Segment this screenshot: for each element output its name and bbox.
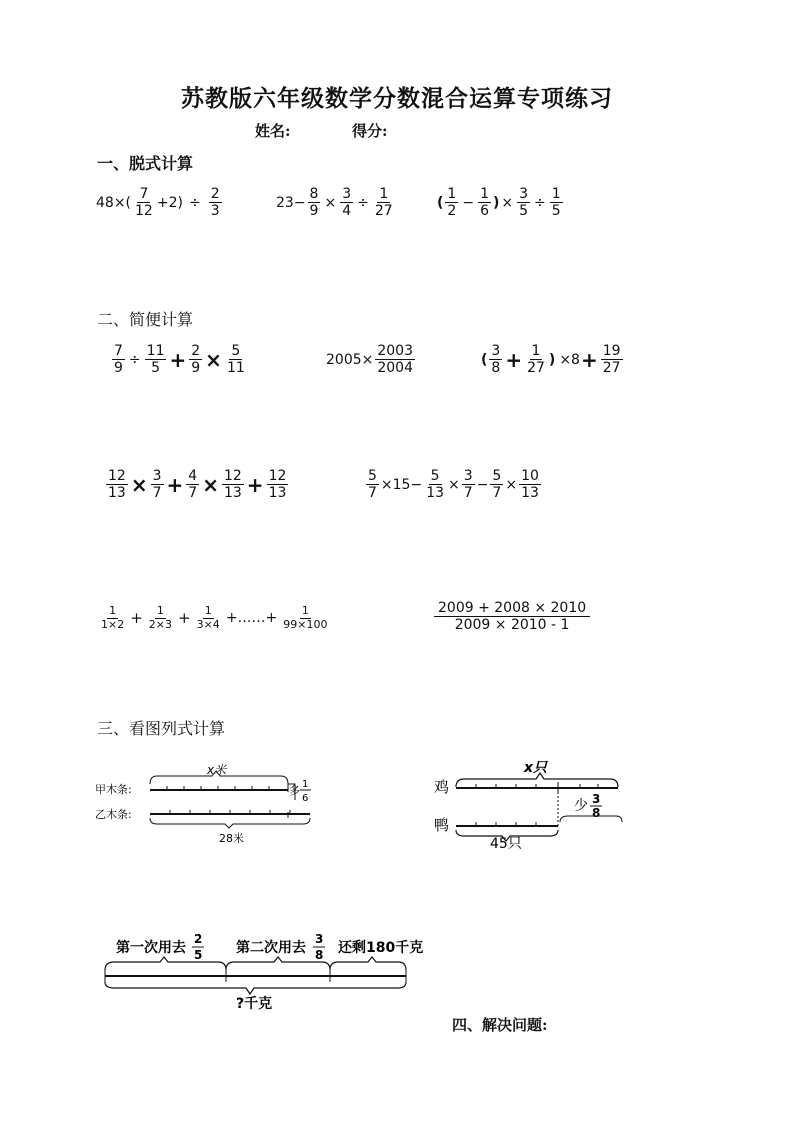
denominator: 7 bbox=[463, 485, 473, 502]
denominator: 3×4 bbox=[196, 617, 220, 631]
denominator: 5 bbox=[151, 360, 161, 377]
problem-1-1 bbox=[96, 186, 224, 219]
paren: ( bbox=[481, 351, 488, 368]
paren: ) bbox=[548, 351, 556, 368]
denominator: 4 bbox=[342, 203, 352, 220]
bottom-brace bbox=[105, 982, 406, 994]
problem-1-2 bbox=[276, 186, 397, 219]
denominator: 27 bbox=[527, 360, 545, 377]
numerator: 5 bbox=[492, 468, 502, 484]
operator: + bbox=[505, 347, 523, 372]
numerator: 5 bbox=[430, 468, 440, 484]
denominator: 13 bbox=[426, 485, 445, 502]
segment2-label: 第二次用去 bbox=[236, 940, 306, 956]
diagram-wood-sticks bbox=[95, 756, 325, 846]
top-label: x只 bbox=[524, 760, 548, 776]
operator: × bbox=[505, 476, 518, 493]
name-label: 姓名: bbox=[255, 122, 291, 140]
expr-text: +2) bbox=[156, 194, 183, 211]
operator: × bbox=[202, 472, 219, 497]
numerator: 8 bbox=[309, 186, 319, 202]
problem-2-3 bbox=[481, 343, 625, 376]
numerator: 11 bbox=[146, 343, 165, 359]
denominator: 8 bbox=[491, 360, 501, 377]
segment3-label: 还剩180千克 bbox=[338, 940, 424, 956]
numerator: 1 bbox=[109, 604, 117, 617]
problem-2-7 bbox=[432, 600, 592, 633]
denominator: 5 bbox=[551, 203, 561, 220]
numerator: 3 bbox=[463, 468, 473, 484]
top-label: x米 bbox=[207, 763, 227, 777]
operator: × bbox=[448, 476, 460, 493]
numerator: 1 bbox=[480, 186, 489, 202]
expr-text: ×8 bbox=[559, 351, 580, 368]
denominator: 27 bbox=[602, 360, 621, 377]
paren: ) bbox=[492, 194, 500, 211]
problem-2-5 bbox=[364, 468, 543, 501]
numerator: 12 bbox=[268, 468, 287, 484]
section-2-heading: 二、简便计算 bbox=[97, 310, 194, 329]
denominator: 2009 × 2010 - 1 bbox=[454, 617, 570, 634]
fraction-denominator: 6 bbox=[302, 793, 309, 804]
bottom-label: 45只 bbox=[490, 836, 522, 852]
paren: ( bbox=[437, 194, 444, 211]
section-1-heading: 一、脱式计算 bbox=[97, 154, 194, 173]
problem-2-2 bbox=[326, 343, 417, 376]
denominator: 7 bbox=[152, 485, 162, 502]
top-braces bbox=[105, 957, 406, 970]
numerator: 7 bbox=[114, 343, 123, 359]
diagram-chickens-ducks bbox=[430, 754, 640, 854]
expr-text: 48×( bbox=[96, 194, 132, 211]
denominator: 99×100 bbox=[283, 617, 328, 631]
numerator: 2009 + 2008 × 2010 bbox=[434, 600, 590, 617]
denominator: 11 bbox=[226, 360, 245, 377]
numerator: 1 bbox=[379, 186, 389, 202]
denominator: 2 bbox=[447, 203, 457, 220]
denominator: 27 bbox=[374, 203, 393, 220]
operator: × bbox=[324, 194, 337, 211]
numerator: 3 bbox=[152, 468, 162, 484]
numerator: 1 bbox=[531, 343, 541, 359]
chicken-label: 鸡 bbox=[434, 778, 450, 796]
bottom-brace bbox=[150, 818, 310, 828]
problem-2-6 bbox=[97, 605, 332, 631]
fraction-numerator: 2 bbox=[194, 932, 203, 946]
operator: + bbox=[130, 609, 143, 628]
section-3-heading: 三、看图列式计算 bbox=[97, 719, 226, 738]
numerator: 1 bbox=[204, 604, 212, 617]
section-4-heading: 四、解决问题: bbox=[452, 1016, 548, 1034]
segment1-label: 第一次用去 bbox=[116, 940, 186, 956]
numerator: 10 bbox=[521, 468, 539, 484]
more-label: 多 bbox=[289, 784, 300, 797]
denominator: 12 bbox=[135, 203, 153, 220]
fraction-numerator: 3 bbox=[315, 932, 324, 946]
duck-label: 鸭 bbox=[434, 816, 450, 834]
denominator: 1×2 bbox=[101, 617, 125, 631]
denominator: 5 bbox=[519, 203, 529, 220]
numerator: 2 bbox=[210, 186, 220, 202]
numerator: 1 bbox=[156, 604, 164, 617]
numerator: 1 bbox=[551, 186, 561, 202]
denominator: 7 bbox=[368, 485, 377, 502]
operator: + bbox=[580, 347, 598, 372]
denominator: 3 bbox=[210, 203, 220, 220]
bottom-label: ?千克 bbox=[236, 996, 273, 1012]
denominator: 9 bbox=[191, 360, 201, 377]
expr-text: 2005× bbox=[326, 351, 374, 368]
numerator: 1 bbox=[301, 604, 309, 617]
numerator: 19 bbox=[602, 343, 621, 359]
denominator: 6 bbox=[480, 203, 489, 220]
fraction-numerator: 1 bbox=[302, 779, 309, 790]
numerator: 3 bbox=[519, 186, 529, 202]
denominator: 9 bbox=[309, 203, 319, 220]
fraction-numerator: 3 bbox=[592, 792, 601, 806]
operator: ÷ bbox=[128, 351, 141, 368]
operator: + bbox=[178, 609, 191, 628]
row1-label: 甲木条: bbox=[95, 783, 132, 796]
numerator: 12 bbox=[223, 468, 242, 484]
denominator: 9 bbox=[114, 360, 123, 377]
expr-text: ×15− bbox=[380, 476, 423, 493]
problem-1-3 bbox=[437, 186, 565, 219]
numerator: 4 bbox=[188, 468, 198, 484]
operator: + bbox=[169, 347, 187, 372]
denominator: 13 bbox=[223, 485, 242, 502]
fraction-denominator: 5 bbox=[194, 948, 203, 962]
numerator: 5 bbox=[231, 343, 241, 359]
bottom-label: 28米 bbox=[219, 832, 244, 845]
numerator: 7 bbox=[139, 186, 149, 202]
denominator: 7 bbox=[188, 485, 198, 502]
operator: + bbox=[166, 472, 184, 497]
numerator: 3 bbox=[342, 186, 352, 202]
denominator: 7 bbox=[492, 485, 502, 502]
row2-label: 乙木条: bbox=[95, 808, 132, 821]
operator: × bbox=[205, 347, 222, 372]
less-label: 少 bbox=[574, 798, 588, 814]
operator: ÷ bbox=[188, 194, 201, 211]
operator: × bbox=[501, 194, 514, 211]
page-title: 苏教版六年级数学分数混合运算专项练习 bbox=[181, 85, 613, 112]
operator: ÷ bbox=[357, 194, 369, 211]
fraction-denominator: 8 bbox=[315, 948, 324, 962]
problem-2-1 bbox=[110, 343, 249, 376]
denominator: 13 bbox=[268, 485, 287, 502]
problem-2-4 bbox=[104, 468, 290, 501]
denominator: 2×3 bbox=[148, 617, 173, 631]
numerator: 3 bbox=[491, 343, 501, 359]
operator: × bbox=[130, 472, 148, 497]
numerator: 5 bbox=[368, 468, 377, 484]
numerator: 2003 bbox=[377, 343, 413, 359]
expr-text: 23− bbox=[276, 194, 306, 211]
operator: ÷ bbox=[534, 194, 546, 211]
numerator: 12 bbox=[108, 468, 126, 484]
operator: − bbox=[462, 194, 475, 211]
denominator: 2004 bbox=[377, 360, 413, 377]
numerator: 1 bbox=[447, 186, 457, 202]
denominator: 13 bbox=[521, 485, 539, 502]
fraction-denominator: 8 bbox=[592, 806, 601, 820]
denominator: 13 bbox=[108, 485, 126, 502]
numerator: 2 bbox=[191, 343, 201, 359]
diagram-usage bbox=[100, 928, 430, 1012]
operator: − bbox=[476, 476, 489, 493]
operator: + bbox=[246, 472, 264, 497]
score-label: 得分: bbox=[352, 122, 388, 140]
operator: +……+ bbox=[225, 610, 278, 627]
